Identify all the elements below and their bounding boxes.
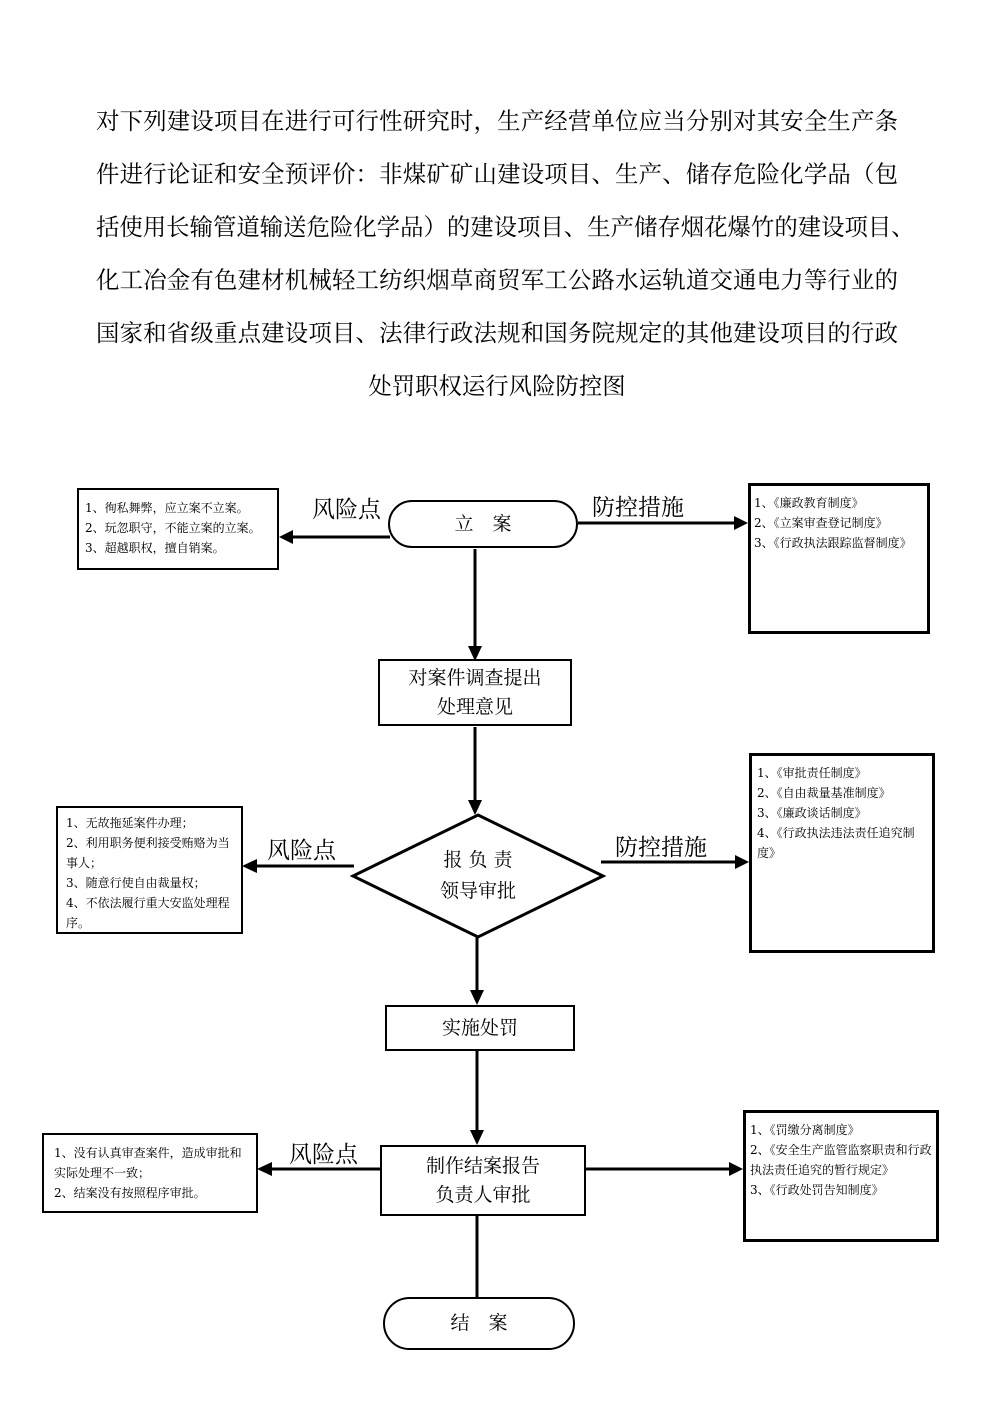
node-end-case-closed [383,1297,575,1350]
prevention-box-closing [743,1110,939,1242]
paragraph-line: 国家和省级重点建设项目、法律行政法规和国务院规定的其他建设项目的行政 [96,319,898,347]
label-risk-point-middle: 风险点 [267,838,336,864]
node-decision-leader-approval [398,845,558,907]
paragraph-line: 化工冶金有色建材机械轻工纺织烟草商贸军工公路水运轨道交通电力等行业的 [96,266,898,294]
prevention-item: 1、《罚缴分离制度》 [750,1123,860,1137]
risk-box-approval [56,806,243,934]
label-risk-point-bottom: 风险点 [289,1142,358,1168]
node-implement-penalty [385,1005,575,1051]
paragraph-line: 对下列建设项目在进行可行性研究时，生产经营单位应当分别对其安全生产条 [96,107,898,135]
prevention-item: 4、《行政执法违法责任追究制度》 [757,826,915,860]
prevention-item: 3、《廉政谈话制度》 [757,806,867,820]
connector-punish-to-report [470,1051,484,1145]
label-risk-point-top: 风险点 [312,497,381,523]
prevention-item: 3、《行政执法跟踪监督制度》 [754,536,912,550]
node-start-label: 立 案 [454,512,512,535]
paragraph-line: 括使用长输管道输送危险化学品）的建设项目、生产储存烟花爆竹的建设项目、 [96,213,915,241]
node-investigate-line1: 对案件调查提出 [408,666,542,689]
risk-item: 2、结案没有按照程序审批。 [54,1186,206,1200]
prevention-item: 2、《立案审查登记制度》 [754,516,888,530]
paragraph-line: 件进行论证和安全预评价：非煤矿矿山建设项目、生产、储存危险化学品（包 [96,160,898,188]
node-report-line1: 制作结案报告 [425,1154,540,1177]
risk-item: 1、徇私舞弊，应立案不立案。 [85,501,249,515]
risk-item: 1、无故拖延案件办理； [66,816,194,830]
risk-box-case-filing [77,488,279,570]
node-report-line2: 负责人审批 [435,1183,531,1206]
risk-item: 1、没有认真审查案件，造成审批和实际处理不一致； [54,1146,242,1180]
node-decision-line1: 报 负 责 [443,849,513,871]
node-investigate-opinion [378,659,572,726]
label-prevention-top: 防控措施 [592,495,684,521]
connector-start-to-investigate [468,549,482,661]
connector-start-to-risk1 [279,530,390,544]
risk-item: 2、利用职务便利接受贿赂为当事人； [66,836,230,870]
prevention-item: 3、《行政处罚告知制度》 [750,1183,884,1197]
prevention-item: 1、《廉政教育制度》 [754,496,864,510]
label-prevention-middle: 防控措施 [615,835,707,861]
risk-item: 2、玩忽职守，不能立案的立案。 [85,521,261,535]
prevention-box-case-filing [748,483,930,634]
risk-item: 3、随意行使自由裁量权； [66,876,206,890]
diagram-title: 处罚职权运行风险防控图 [368,372,626,400]
node-start-case-filing [388,500,578,548]
risk-item: 3、超越职权，擅自销案。 [85,541,225,555]
prevention-item: 1、《审批责任制度》 [757,766,867,780]
prevention-item: 2、《自由裁量基准制度》 [757,786,891,800]
node-investigate-line2: 处理意见 [436,695,513,718]
risk-box-closing [42,1133,258,1213]
connector-investigate-to-decision [468,727,482,815]
risk-item: 4、不依法履行重大安监处理程序。 [66,896,230,930]
node-decision-line2: 领导审批 [439,880,516,902]
node-closing-report-approval [380,1145,586,1216]
prevention-item: 2、《安全生产监管监察职责和行政执法责任追究的暂行规定》 [750,1143,932,1177]
connector-decision-to-punish [470,936,484,1005]
node-end-label: 结 案 [450,1312,508,1334]
connector-report-to-prevention3 [585,1162,743,1176]
prevention-box-approval [749,753,935,953]
node-punish-label: 实施处罚 [441,1016,518,1039]
